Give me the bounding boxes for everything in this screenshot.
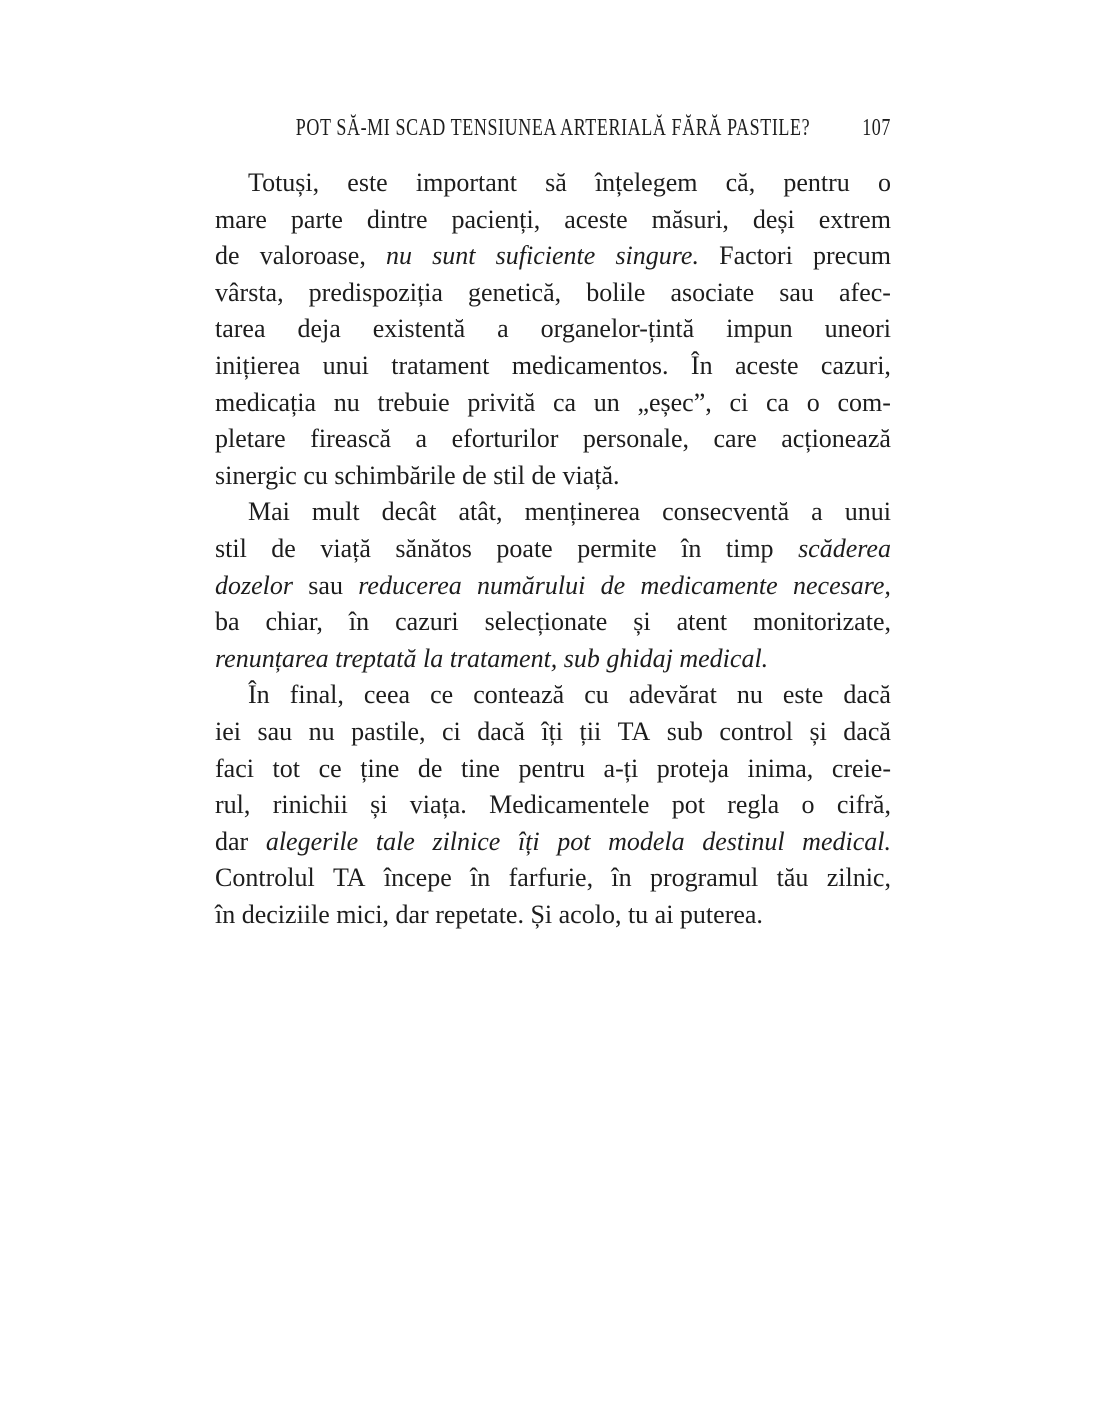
text-line xyxy=(215,897,891,934)
word: afec- xyxy=(839,277,891,307)
word: dintre xyxy=(366,204,428,234)
text-line xyxy=(215,604,891,641)
word: a xyxy=(811,497,823,527)
word: regla xyxy=(727,790,780,820)
text-line xyxy=(215,751,891,788)
text-line xyxy=(215,348,891,385)
word: monitorizate, xyxy=(753,607,891,637)
text-line xyxy=(215,860,891,897)
word: dar xyxy=(215,826,249,856)
word: TA xyxy=(617,716,651,746)
word: deja xyxy=(297,314,341,344)
word: este xyxy=(782,680,824,710)
word: numărului xyxy=(477,570,586,600)
word: dacă xyxy=(843,680,891,710)
word: tarea xyxy=(215,314,266,344)
word: unui xyxy=(844,497,891,527)
word: de xyxy=(271,533,296,563)
word: aceste xyxy=(564,204,628,234)
word: și xyxy=(633,607,651,637)
text-line xyxy=(215,787,891,824)
word: viață xyxy=(320,533,371,563)
word: extrem xyxy=(818,204,891,234)
text-line xyxy=(215,238,891,275)
word: parte xyxy=(290,204,343,234)
word: adevărat xyxy=(628,680,717,710)
word: contează xyxy=(473,680,565,710)
word: singure. xyxy=(615,241,699,271)
word: ții xyxy=(579,716,602,746)
word: cazuri xyxy=(395,607,459,637)
word: sau xyxy=(779,277,814,307)
word: Medicamentele xyxy=(489,790,650,820)
word: sau xyxy=(257,716,293,746)
word: îți xyxy=(517,826,540,856)
text-line xyxy=(215,165,891,202)
word: iei xyxy=(215,716,241,746)
word: ca xyxy=(552,387,577,417)
word: genetică, xyxy=(468,277,562,307)
word: vârsta, xyxy=(215,277,284,307)
word: care xyxy=(713,424,757,454)
word: medicația xyxy=(215,387,317,417)
word: în xyxy=(681,533,702,563)
word: zilnic, xyxy=(826,863,891,893)
text-block xyxy=(215,165,891,933)
word: dacă xyxy=(843,716,891,746)
text-line xyxy=(215,311,891,348)
word: dacă xyxy=(477,716,525,746)
word: existentă xyxy=(372,314,466,344)
text-line xyxy=(215,202,891,239)
word: tot xyxy=(272,753,300,783)
word: control xyxy=(719,716,793,746)
word: suficiente xyxy=(495,241,596,271)
word: că, xyxy=(725,168,756,197)
text-line xyxy=(215,494,891,531)
word: tale xyxy=(375,826,415,856)
word: predispoziția xyxy=(308,277,443,307)
word: privită xyxy=(467,387,536,417)
word: nu xyxy=(333,387,360,417)
word: timp xyxy=(725,533,774,563)
word: inițierea xyxy=(215,350,301,380)
word: să xyxy=(545,168,567,197)
word: și xyxy=(370,790,388,820)
word: sunt xyxy=(432,241,476,271)
word: acționează xyxy=(781,424,891,454)
word: alegerile xyxy=(265,826,359,856)
word: sau xyxy=(308,570,343,600)
text-line xyxy=(215,677,891,714)
word: ci xyxy=(441,716,461,746)
word: scăderea xyxy=(798,533,891,563)
word: tine xyxy=(460,753,500,783)
page-number: 107 xyxy=(862,113,891,141)
word: ce xyxy=(430,680,454,710)
word: programul xyxy=(649,863,759,893)
word: unui xyxy=(322,350,369,380)
word: Factori xyxy=(719,241,793,271)
word: pentru xyxy=(783,168,850,197)
word: personale, xyxy=(582,424,690,454)
paragraph xyxy=(215,165,891,494)
word: firească xyxy=(310,424,392,454)
word: inima, xyxy=(747,753,814,783)
word: este xyxy=(347,168,388,197)
text-segment: în deciziile mici, dar repetate. Și acolo, tu ai puterea. xyxy=(215,899,763,929)
word: nu xyxy=(308,716,335,746)
word: destinul xyxy=(702,826,785,856)
running-head xyxy=(215,112,891,142)
word: aceste xyxy=(735,350,799,380)
word: a-ți xyxy=(603,753,639,783)
word: nu xyxy=(736,680,763,710)
word: „eșec”, xyxy=(637,387,712,417)
word: atât, xyxy=(458,497,503,527)
word: mult xyxy=(311,497,360,527)
text-line xyxy=(215,385,891,422)
word: ce xyxy=(318,753,342,783)
paragraph xyxy=(215,677,891,933)
word: în xyxy=(348,607,370,637)
word: reducerea xyxy=(358,570,462,600)
word: înțelegem xyxy=(594,168,698,197)
text-line xyxy=(215,421,891,458)
text-line xyxy=(215,824,891,861)
word: cazuri, xyxy=(820,350,891,380)
text-line xyxy=(215,714,891,751)
word: deși xyxy=(752,204,795,234)
paragraph xyxy=(215,494,891,677)
text-line xyxy=(215,568,891,605)
word: îți xyxy=(541,716,564,746)
word: decât xyxy=(381,497,437,527)
word: ține xyxy=(360,753,400,783)
word: precum xyxy=(812,241,891,271)
word: Controlul xyxy=(215,863,315,893)
word: a xyxy=(415,424,428,454)
word: trebuie xyxy=(377,387,450,417)
word: consecventă xyxy=(662,497,790,527)
word: ceea xyxy=(363,680,411,710)
word: pentru xyxy=(518,753,585,783)
word: final, xyxy=(289,680,344,710)
word: pacienți, xyxy=(451,204,541,234)
word: a xyxy=(497,314,509,344)
word: tău xyxy=(776,863,809,893)
word: valoroase, xyxy=(259,241,366,271)
word: bolile xyxy=(586,277,646,307)
word: permite xyxy=(577,533,657,563)
word: de xyxy=(600,570,626,600)
word: com- xyxy=(837,387,891,417)
word: stil xyxy=(215,533,247,563)
text-segment: renunțarea treptată la tratament, sub ghidaj medical. xyxy=(215,643,769,673)
word: poate xyxy=(496,533,553,563)
word: ca xyxy=(765,387,790,417)
word: rul, xyxy=(215,790,251,820)
word: medicamente xyxy=(640,570,778,600)
word: sub xyxy=(666,716,703,746)
word: în xyxy=(611,863,632,893)
word: tratament xyxy=(391,350,490,380)
word: faci xyxy=(215,753,254,783)
word: eforturilor xyxy=(451,424,559,454)
word: începe xyxy=(383,863,452,893)
word: ci xyxy=(729,387,749,417)
word: Totuși, xyxy=(248,168,320,197)
word: pot xyxy=(671,790,705,820)
word: viața. xyxy=(409,790,467,820)
word: măsuri, xyxy=(651,204,729,234)
text-line xyxy=(215,275,891,312)
text-segment: sinergic cu schimbările de stil de viață. xyxy=(215,460,620,490)
word: mare xyxy=(215,204,267,234)
word: necesare, xyxy=(792,570,891,600)
word: chiar, xyxy=(265,607,323,637)
word: Mai xyxy=(248,497,290,527)
running-head-title: POT SĂ-MI SCAD TENSIUNEA ARTERIALĂ FĂRĂ PASTILE? xyxy=(295,113,811,141)
word: zilnice xyxy=(432,826,501,856)
word: proteja xyxy=(656,753,729,783)
word: și xyxy=(809,716,827,746)
word: cu xyxy=(584,680,609,710)
word: organelor-țintă xyxy=(540,314,695,344)
word: un xyxy=(593,387,620,417)
word: o xyxy=(877,168,891,197)
word: o xyxy=(801,790,815,820)
word: TA xyxy=(333,863,366,893)
word: în xyxy=(470,863,491,893)
text-line xyxy=(215,531,891,568)
word: uneori xyxy=(824,314,891,344)
word: pastile, xyxy=(351,716,426,746)
word: menținerea xyxy=(524,497,641,527)
word: de xyxy=(417,753,443,783)
word: impun xyxy=(726,314,793,344)
word: sănătos xyxy=(395,533,472,563)
word: important xyxy=(415,168,517,197)
word: nu xyxy=(385,241,412,271)
word: selecționate xyxy=(484,607,608,637)
text-line xyxy=(215,641,891,678)
word: ba xyxy=(215,607,240,637)
word: atent xyxy=(676,607,728,637)
word: medicamentos. xyxy=(511,350,669,380)
word: medical. xyxy=(802,826,891,856)
word: creie- xyxy=(831,753,891,783)
word: rinichii xyxy=(272,790,348,820)
word: farfurie, xyxy=(508,863,594,893)
word: asociate xyxy=(670,277,755,307)
word: o xyxy=(806,387,820,417)
word: de xyxy=(215,241,240,271)
word: În xyxy=(248,680,270,710)
word: pot xyxy=(557,826,591,856)
word: cifră, xyxy=(836,790,891,820)
word: pletare xyxy=(215,424,286,454)
text-line xyxy=(215,458,891,495)
word: În xyxy=(690,350,713,380)
word: dozelor xyxy=(215,570,293,600)
page-content xyxy=(215,112,891,933)
word: modela xyxy=(608,826,685,856)
